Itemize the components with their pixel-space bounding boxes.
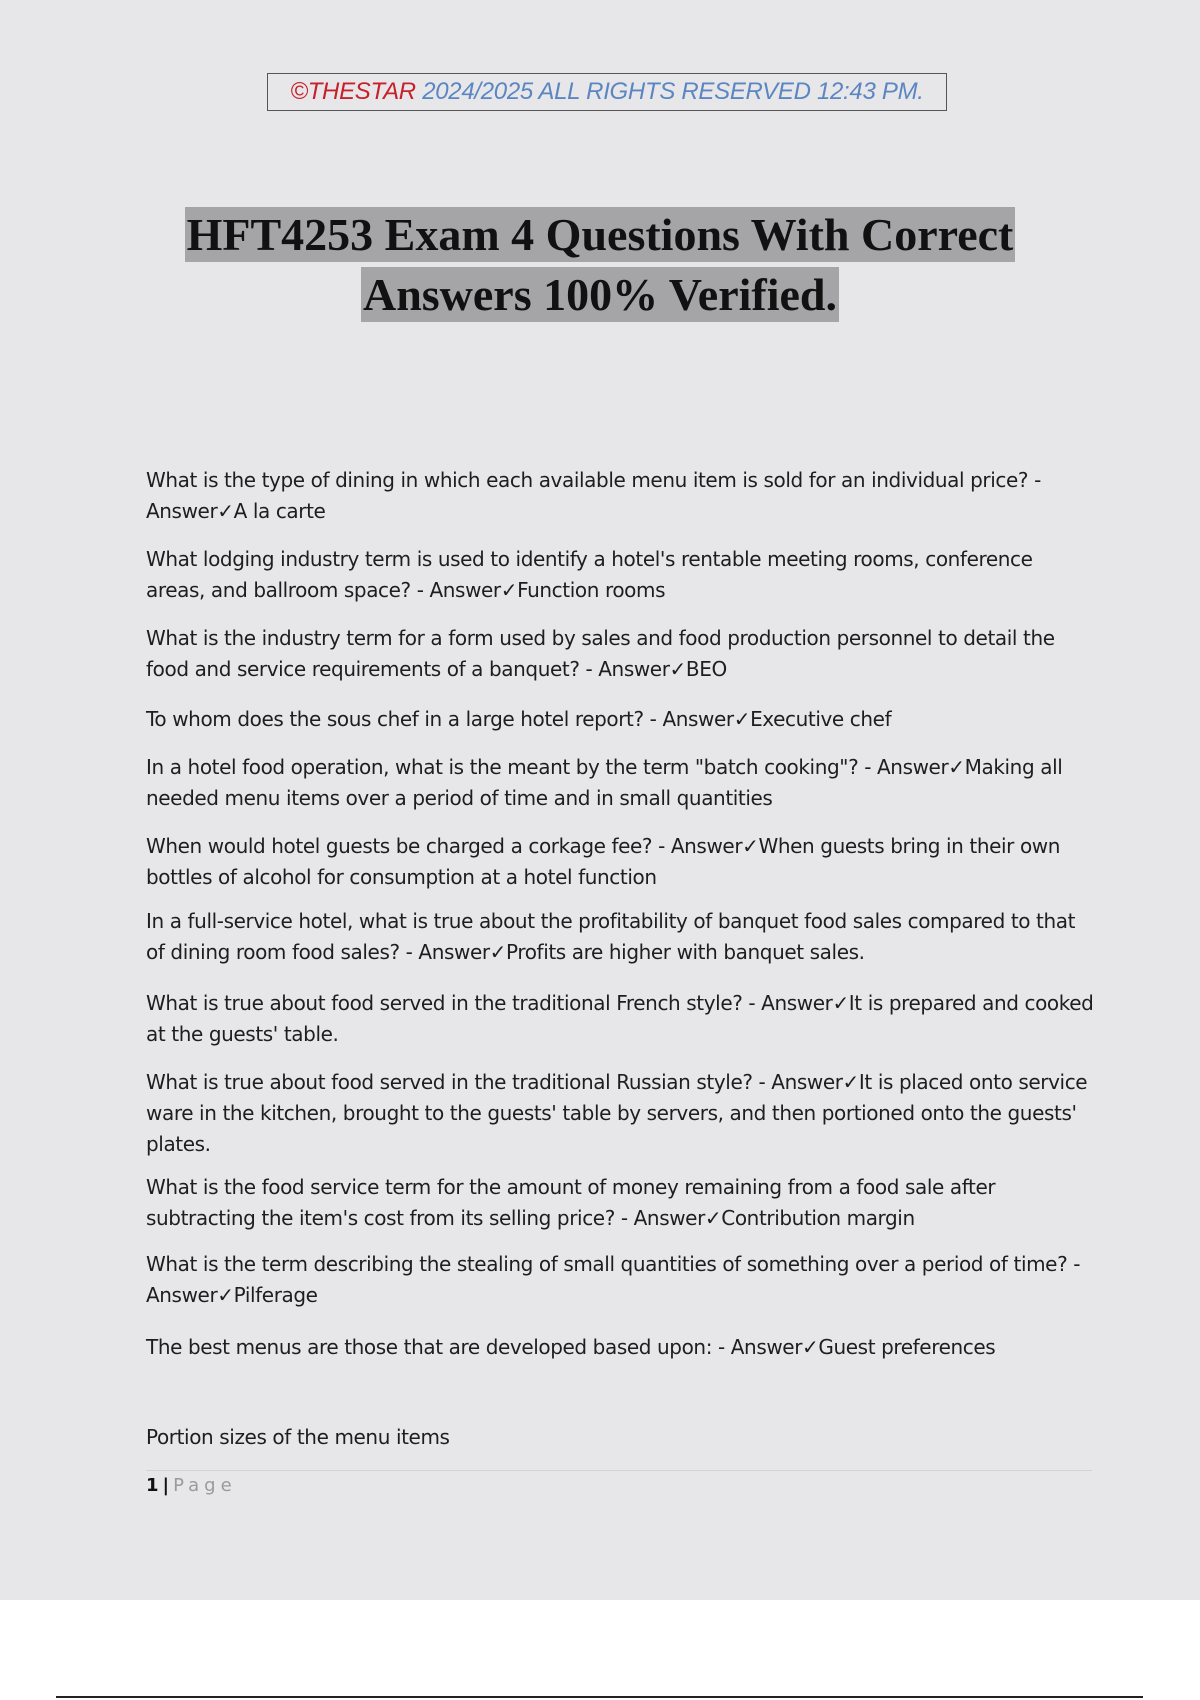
qa-item: The best menus are those that are developed based upon: - Answer✓Guest preferences xyxy=(146,1335,996,1359)
bottom-divider xyxy=(56,1696,1143,1698)
copyright-header xyxy=(267,73,947,111)
page-label: Page xyxy=(173,1475,237,1496)
title-line-1: HFT4253 Exam 4 Questions With Correct xyxy=(186,209,1014,260)
page-number: 1 xyxy=(146,1475,159,1496)
qa-item: What is the industry term for a form used by sales and food production personnel to detail the food and service requirements of a banquet? - Answer✓BEO xyxy=(146,626,1055,681)
qa-item: What is the term describing the stealing of small quantities of something over a period of time? - Answer✓Pilferage xyxy=(146,1252,1081,1307)
qa-item: What is true about food served in the traditional Russian style? - Answer✓It is placed onto service ware in the kitchen, brought to the guests' table by servers, and then portioned onto the guests' plates. xyxy=(146,1070,1088,1156)
qa-item: Portion sizes of the menu items xyxy=(146,1425,450,1449)
qa-item: What is the type of dining in which each available menu item is sold for an individual price? - Answer✓A la carte xyxy=(146,468,1041,523)
qa-item: What is the food service term for the amount of money remaining from a food sale after subtracting the item's cost from its selling price? - Answer✓Contribution margin xyxy=(146,1175,996,1230)
qa-item: To whom does the sous chef in a large hotel report? - Answer✓Executive chef xyxy=(146,707,892,731)
qa-item: When would hotel guests be charged a corkage fee? - Answer✓When guests bring in their own bottles of alcohol for consumption at a hotel function xyxy=(146,834,1061,889)
qa-item: In a full-service hotel, what is true about the profitability of banquet food sales compared to that of dining room food sales? - Answer✓Profits are higher with banquet sales. xyxy=(146,909,1076,964)
footer-divider xyxy=(146,1470,1092,1471)
document-title xyxy=(0,205,1200,325)
page-footer xyxy=(146,1473,237,1499)
copyright-rights: 2024/2025 ALL RIGHTS RESERVED 12:43 PM. xyxy=(415,78,924,105)
qa-item: What lodging industry term is used to identify a hotel's rentable meeting rooms, conference areas, and ballroom space? - Answer✓Function rooms xyxy=(146,547,1033,602)
qa-item: In a hotel food operation, what is the meant by the term "batch cooking"? - Answer✓Making all needed menu items over a period of time and in small quantities xyxy=(146,755,1063,810)
copyright-owner: ©THESTAR xyxy=(290,78,416,105)
footer-separator: | xyxy=(162,1475,170,1496)
title-line-2: Answers 100% Verified. xyxy=(362,269,838,320)
qa-item: What is true about food served in the traditional French style? - Answer✓It is prepared and cooked at the guests' table. xyxy=(146,991,1094,1046)
